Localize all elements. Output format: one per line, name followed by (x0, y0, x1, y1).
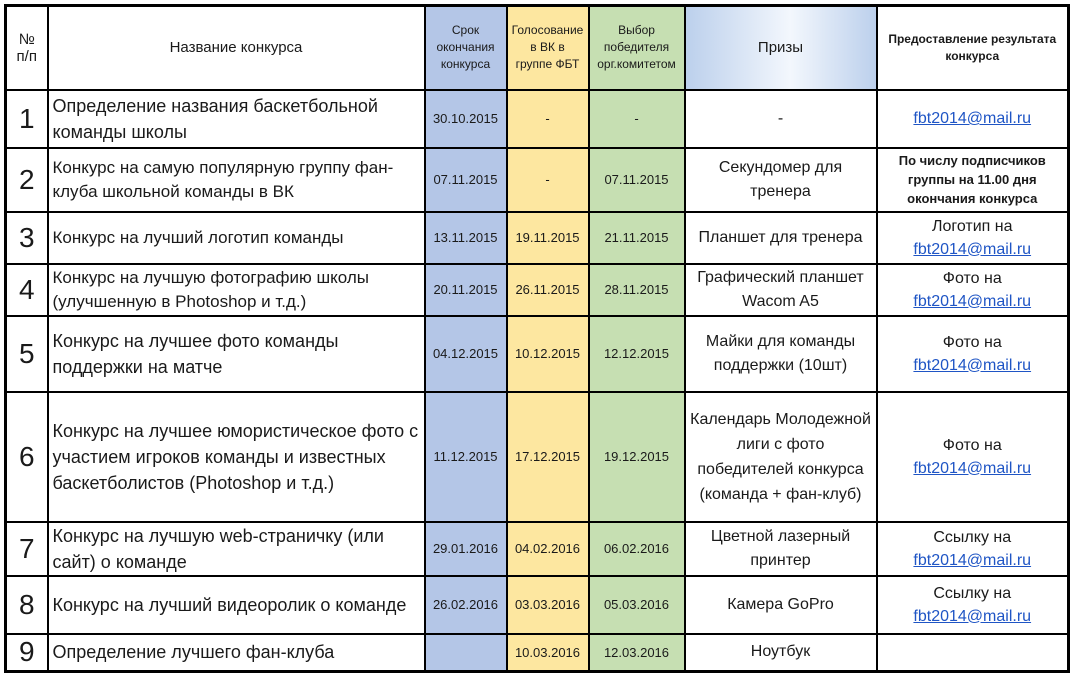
contest-name: Определение лучшего фан-клуба (48, 634, 425, 672)
table-row (6, 148, 1069, 212)
prize-cell: Цветной лазерный принтер (685, 522, 877, 576)
vote-cell: 19.11.2015 (507, 212, 589, 264)
deadline-cell: 29.01.2016 (425, 522, 507, 576)
prize-cell: Камера GoPro (685, 576, 877, 634)
contest-name: Конкурс на лучшую фотографию школы (улучшенную в Photoshop и т.д.) (48, 264, 425, 316)
header-result: Предоставление результата конкурса (877, 6, 1069, 90)
table-row (6, 392, 1069, 522)
deadline-cell: 20.11.2015 (425, 264, 507, 316)
vote-cell: 03.03.2016 (507, 576, 589, 634)
row-num: 7 (6, 522, 48, 576)
result-cell (877, 576, 1069, 634)
winner-cell: 12.03.2016 (589, 634, 685, 672)
header-vote: Голосование в ВК в группе ФБТ (507, 6, 589, 90)
deadline-cell: 04.12.2015 (425, 316, 507, 392)
result-cell (877, 316, 1069, 392)
prize-cell: - (685, 90, 877, 148)
header-winner: Выбор победителя орг.комитетом (589, 6, 685, 90)
vote-cell: 10.12.2015 (507, 316, 589, 392)
winner-cell: 07.11.2015 (589, 148, 685, 212)
table-row (6, 212, 1069, 264)
deadline-cell: 26.02.2016 (425, 576, 507, 634)
prize-cell: Секундомер для тренера (685, 148, 877, 212)
contest-name: Конкурс на лучшее фото команды поддержки на матче (48, 316, 425, 392)
prize-cell: Графический планшет Wacom A5 (685, 264, 877, 316)
deadline-cell (425, 634, 507, 672)
contests-table (4, 4, 1070, 673)
header-num: № п/п (6, 6, 48, 90)
header-deadline: Срок окончания конкурса (425, 6, 507, 90)
email-link[interactable]: fbt2014@mail.ru (913, 292, 1032, 310)
result-cell (877, 264, 1069, 316)
result-text: Ссылку на (933, 528, 1012, 546)
contest-name: Конкурс на лучшее юмористическое фото с участием игроков команды и известных баскетболистов (Photoshop и т.д.) (48, 392, 425, 522)
winner-cell: 19.12.2015 (589, 392, 685, 522)
email-link[interactable]: fbt2014@mail.ru (913, 551, 1032, 569)
row-num: 3 (6, 212, 48, 264)
row-num: 6 (6, 392, 48, 522)
result-text: Фото на (942, 333, 1002, 351)
prize-cell: Календарь Молодежной лиги с фото победителей конкурса (команда + фан-клуб) (685, 392, 877, 522)
table-row (6, 634, 1069, 672)
result-cell (877, 634, 1069, 672)
result-cell (877, 212, 1069, 264)
table-row (6, 90, 1069, 148)
email-link[interactable]: fbt2014@mail.ru (913, 607, 1032, 625)
winner-cell: - (589, 90, 685, 148)
result-cell: По числу подписчиков группы на 11.00 дня окончания конкурса (877, 148, 1069, 212)
prize-cell: Ноутбук (685, 634, 877, 672)
winner-cell: 21.11.2015 (589, 212, 685, 264)
contest-name: Конкурс на лучший логотип команды (48, 212, 425, 264)
result-cell (877, 392, 1069, 522)
prize-cell: Планшет для тренера (685, 212, 877, 264)
header-name: Название конкурса (48, 6, 425, 90)
result-text: Логотип на (931, 217, 1013, 235)
vote-cell: 04.02.2016 (507, 522, 589, 576)
winner-cell: 28.11.2015 (589, 264, 685, 316)
row-num: 4 (6, 264, 48, 316)
vote-cell: 26.11.2015 (507, 264, 589, 316)
email-link[interactable]: fbt2014@mail.ru (913, 459, 1032, 477)
result-cell (877, 522, 1069, 576)
contest-name: Конкурс на самую популярную группу фан-клуба школьной команды в ВК (48, 148, 425, 212)
header-row (6, 6, 1069, 90)
table-row (6, 316, 1069, 392)
row-num: 1 (6, 90, 48, 148)
deadline-cell: 07.11.2015 (425, 148, 507, 212)
deadline-cell: 13.11.2015 (425, 212, 507, 264)
contest-name: Конкурс на лучшую web-страничку (или сайт) о команде (48, 522, 425, 576)
email-link[interactable]: fbt2014@mail.ru (913, 356, 1032, 374)
vote-cell: - (507, 148, 589, 212)
row-num: 2 (6, 148, 48, 212)
contest-name: Определение названия баскетбольной команды школы (48, 90, 425, 148)
vote-cell: 10.03.2016 (507, 634, 589, 672)
table-row (6, 264, 1069, 316)
winner-cell: 05.03.2016 (589, 576, 685, 634)
header-prizes: Призы (685, 6, 877, 90)
table-row (6, 576, 1069, 634)
email-link[interactable]: fbt2014@mail.ru (913, 240, 1032, 258)
row-num: 8 (6, 576, 48, 634)
result-text: Фото на (942, 269, 1002, 287)
email-link[interactable]: fbt2014@mail.ru (913, 110, 1032, 127)
result-cell (877, 90, 1069, 148)
result-text: Ссылку на (933, 584, 1012, 602)
table-row (6, 522, 1069, 576)
row-num: 9 (6, 634, 48, 672)
result-text: Фото на (942, 436, 1002, 454)
prize-cell: Майки для команды поддержки (10шт) (685, 316, 877, 392)
vote-cell: 17.12.2015 (507, 392, 589, 522)
row-num: 5 (6, 316, 48, 392)
contest-name: Конкурс на лучший видеоролик о команде (48, 576, 425, 634)
deadline-cell: 11.12.2015 (425, 392, 507, 522)
deadline-cell: 30.10.2015 (425, 90, 507, 148)
winner-cell: 12.12.2015 (589, 316, 685, 392)
winner-cell: 06.02.2016 (589, 522, 685, 576)
vote-cell: - (507, 90, 589, 148)
